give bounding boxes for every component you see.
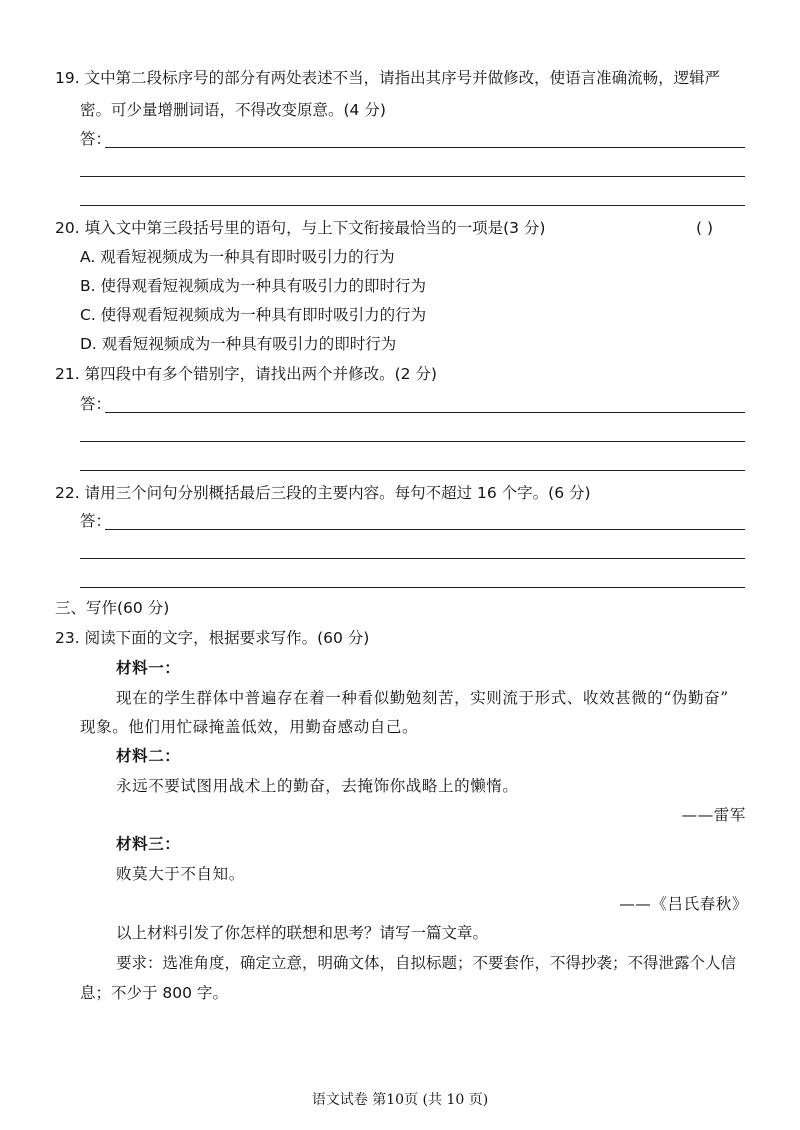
material-3-text: 败莫大于不自知。 (116, 865, 245, 883)
material-2-text: 永远不要试图用战术上的勤奋，去掩饰你战略上的懒惰。 (116, 777, 519, 795)
q20-option-a[interactable]: A. 观看短视频成为一种具有即时吸引力的行为 (80, 248, 395, 266)
q21-stem: 21. 第四段中有多个错别字，请找出两个并修改。(2 分) (55, 365, 437, 383)
q23-requirements-line1: 要求：选准角度，确定立意，明确文体，自拟标题；不要套作，不得抄袭；不得泄露个人信 (116, 954, 737, 972)
material-1-title: 材料一： (116, 658, 181, 677)
material-3-source: ——《吕氏春秋》 (619, 895, 748, 913)
q22-answer-line-3[interactable] (80, 587, 745, 588)
q20-answer-bracket[interactable]: ( ) (696, 219, 714, 237)
q19-stem-line2: 密。可少量增删词语，不得改变原意。(4 分) (80, 101, 386, 119)
q19-answer-line-2[interactable] (80, 176, 745, 177)
q22-answer-line-1[interactable] (105, 529, 745, 530)
section-heading: 三、写作(60 分) (55, 599, 170, 617)
q22-stem: 22. 请用三个问句分别概括最后三段的主要内容。每句不超过 16 个字。(6 分) (55, 484, 591, 502)
q19-answer-line-3[interactable] (80, 205, 745, 206)
q23-requirements-line2: 息；不少于 800 字。 (80, 984, 228, 1002)
q20-option-d[interactable]: D. 观看短视频成为一种具有吸引力的即时行为 (80, 335, 397, 353)
q20-option-c[interactable]: C. 使得观看短视频成为一种具有即时吸引力的行为 (80, 306, 427, 324)
material-1-line1: 现在的学生群体中普遍存在着一种看似勤勉刻苦，实则流于形式、收效甚微的“伪勤奋” (116, 689, 729, 707)
q20-stem: 20. 填入文中第三段括号里的语句，与上下文衔接最恰当的一项是(3 分) (55, 219, 546, 237)
q23-stem: 23. 阅读下面的文字，根据要求写作。(60 分) (55, 629, 370, 647)
q21-answer-line-3[interactable] (80, 470, 745, 471)
q19-answer-label: 答： (80, 130, 112, 148)
material-2-source: ——雷军 (681, 806, 746, 824)
material-2-title: 材料二： (116, 746, 181, 765)
q20-option-b[interactable]: B. 使得观看短视频成为一种具有吸引力的即时行为 (80, 277, 426, 295)
q22-answer-line-2[interactable] (80, 558, 745, 559)
q19-answer-line-1[interactable] (105, 147, 745, 148)
q21-answer-label: 答： (80, 395, 112, 413)
material-3-title: 材料三： (116, 834, 181, 853)
q23-prompt: 以上材料引发了你怎样的联想和思考？请写一篇文章。 (116, 924, 489, 942)
q21-answer-line-1[interactable] (105, 412, 745, 413)
q21-answer-line-2[interactable] (80, 441, 745, 442)
page-footer: 语文试卷 第10页 (共 10 页) (311, 1092, 489, 1108)
q22-answer-label: 答： (80, 512, 112, 530)
q19-stem-line1: 19. 文中第二段标序号的部分有两处表述不当，请指出其序号并做修改，使语言准确流畅，逻辑严 (55, 69, 721, 87)
material-1-line2: 现象。他们用忙碌掩盖低效，用勤奋感动自己。 (80, 718, 419, 736)
